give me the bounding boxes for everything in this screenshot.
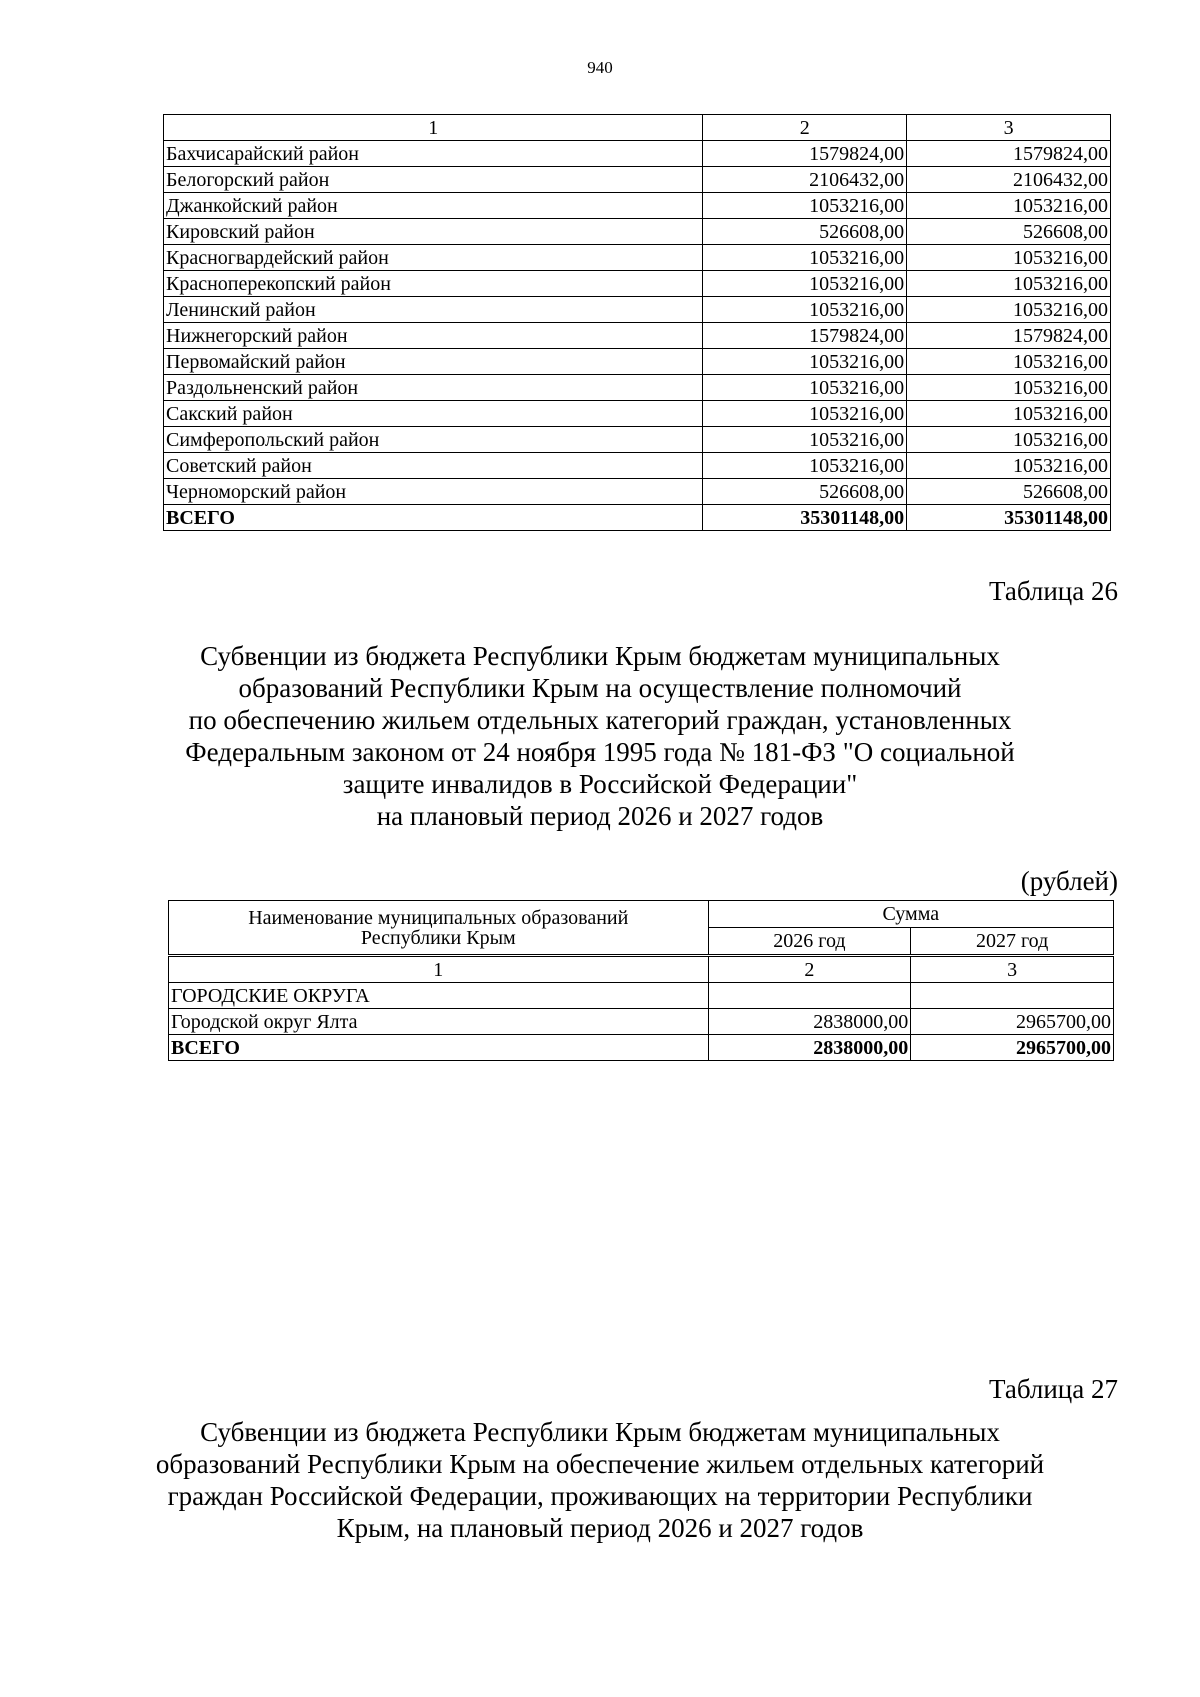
district-name: Красногвардейский район: [164, 245, 703, 271]
table-row: [164, 297, 1111, 323]
total-label: ВСЕГО: [164, 505, 703, 531]
amount-2026: 1053216,00: [703, 375, 907, 401]
amount-2027: 526608,00: [907, 479, 1111, 505]
title-line: по обеспечению жильем отдельных категорий граждан, установленных: [188, 705, 1012, 735]
amount-2027: 2106432,00: [907, 167, 1111, 193]
header-year-2026: 2026 год: [708, 928, 911, 955]
title-line: образований Республики Крым на осуществление полномочий: [238, 673, 962, 703]
amount-2027: 1053216,00: [907, 297, 1111, 323]
amount-2027: 1579824,00: [907, 323, 1111, 349]
municipality-name: Городской округ Ялта: [169, 1009, 709, 1035]
district-name: Красноперекопский район: [164, 271, 703, 297]
amount-2027: 1053216,00: [907, 401, 1111, 427]
district-name: Первомайский район: [164, 349, 703, 375]
header-row: [169, 901, 1114, 928]
amount-2026: 1579824,00: [703, 141, 907, 167]
header-year-2027: 2027 год: [911, 928, 1114, 955]
amount-2026: 1053216,00: [703, 271, 907, 297]
title-line: граждан Российской Федерации, проживающих на территории Республики: [167, 1481, 1033, 1511]
amount-2026: 526608,00: [703, 219, 907, 245]
amount-2026: 1053216,00: [703, 401, 907, 427]
col-number: 1: [164, 115, 703, 141]
col-number: 3: [911, 957, 1114, 983]
amount-2027: 1053216,00: [907, 193, 1111, 219]
table-row: [164, 453, 1111, 479]
column-number-row: [169, 957, 1114, 983]
table-26-title: [150, 640, 1050, 832]
amount-2026: 1053216,00: [703, 297, 907, 323]
table-27-caption: Таблица 27: [989, 1374, 1118, 1404]
district-name: Черноморский район: [164, 479, 703, 505]
column-number-row: [164, 115, 1111, 141]
title-line: защите инвалидов в Российской Федерации": [342, 769, 858, 799]
title-line: на плановый период 2026 и 2027 годов: [376, 801, 824, 831]
table-row: [164, 375, 1111, 401]
amount-2026: 1053216,00: [703, 349, 907, 375]
header-name-line1: Наименование муниципальных образований: [248, 906, 629, 929]
amount-2026: 1053216,00: [703, 427, 907, 453]
col-number: 2: [703, 115, 907, 141]
table-row: [164, 193, 1111, 219]
section-label: ГОРОДСКИЕ ОКРУГА: [169, 983, 709, 1009]
table-row: [169, 1009, 1114, 1035]
table-27-title: [150, 1416, 1050, 1544]
district-name: Джанкойский район: [164, 193, 703, 219]
title-line: Крым, на плановый период 2026 и 2027 годов: [336, 1513, 864, 1543]
amount-2027: 526608,00: [907, 219, 1111, 245]
amount-2027: 1053216,00: [907, 375, 1111, 401]
col-number: 2: [708, 957, 911, 983]
district-name: Нижнегорский район: [164, 323, 703, 349]
table-row: [164, 245, 1111, 271]
table-row: [164, 141, 1111, 167]
district-name: Ленинский район: [164, 297, 703, 323]
units-label: (рублей): [1020, 866, 1118, 896]
total-label: ВСЕГО: [169, 1035, 709, 1061]
amount-2026: 2838000,00: [708, 1009, 911, 1035]
district-name: Сакский район: [164, 401, 703, 427]
amount-2026: 1053216,00: [703, 453, 907, 479]
table-row: [164, 427, 1111, 453]
title-line: Федеральным законом от 24 ноября 1995 года № 181-ФЗ "О социальной: [185, 737, 1015, 767]
table-row: [164, 219, 1111, 245]
amount-2026: 2106432,00: [703, 167, 907, 193]
table-row: [164, 479, 1111, 505]
district-name: Кировский район: [164, 219, 703, 245]
district-name: Бахчисарайский район: [164, 141, 703, 167]
amount-2027: 2965700,00: [911, 1009, 1114, 1035]
table-row: [164, 349, 1111, 375]
total-row: [164, 505, 1111, 531]
table-26: [168, 900, 1114, 1061]
amount-2026: 1579824,00: [703, 323, 907, 349]
title-line: Субвенции из бюджета Республики Крым бюджетам муниципальных: [200, 1417, 1000, 1447]
amount-2027: 1053216,00: [907, 245, 1111, 271]
amount-2027: 1579824,00: [907, 141, 1111, 167]
total-2027: 2965700,00: [911, 1035, 1114, 1061]
district-name: Советский район: [164, 453, 703, 479]
section-row: [169, 983, 1114, 1009]
amount-2026: 1053216,00: [703, 245, 907, 271]
amount-2027: 1053216,00: [907, 271, 1111, 297]
table-row: [164, 271, 1111, 297]
district-name: Белогорский район: [164, 167, 703, 193]
title-line: Субвенции из бюджета Республики Крым бюджетам муниципальных: [200, 641, 1000, 671]
total-2026: 2838000,00: [708, 1035, 911, 1061]
amount-2026: 526608,00: [703, 479, 907, 505]
amount-2027: 1053216,00: [907, 349, 1111, 375]
header-name-line2: Республики Крым: [360, 926, 516, 949]
table-row: [164, 323, 1111, 349]
amount-2027: 1053216,00: [907, 453, 1111, 479]
header-sum: Сумма: [708, 901, 1113, 928]
amount-2027: 1053216,00: [907, 427, 1111, 453]
total-2026: 35301148,00: [703, 505, 907, 531]
amount-2026: 1053216,00: [703, 193, 907, 219]
table-row: [164, 401, 1111, 427]
district-name: Симферопольский район: [164, 427, 703, 453]
col-number: 1: [169, 957, 709, 983]
table-26-caption: Таблица 26: [989, 576, 1118, 606]
table-row: [164, 167, 1111, 193]
page-number: 940: [587, 58, 613, 77]
district-name: Раздольненский район: [164, 375, 703, 401]
total-2027: 35301148,00: [907, 505, 1111, 531]
header-name-cell: [169, 901, 709, 955]
total-row: [169, 1035, 1114, 1061]
title-line: образований Республики Крым на обеспечение жильем отдельных категорий: [155, 1449, 1045, 1479]
col-number: 3: [907, 115, 1111, 141]
table-25-continuation: [163, 114, 1111, 531]
